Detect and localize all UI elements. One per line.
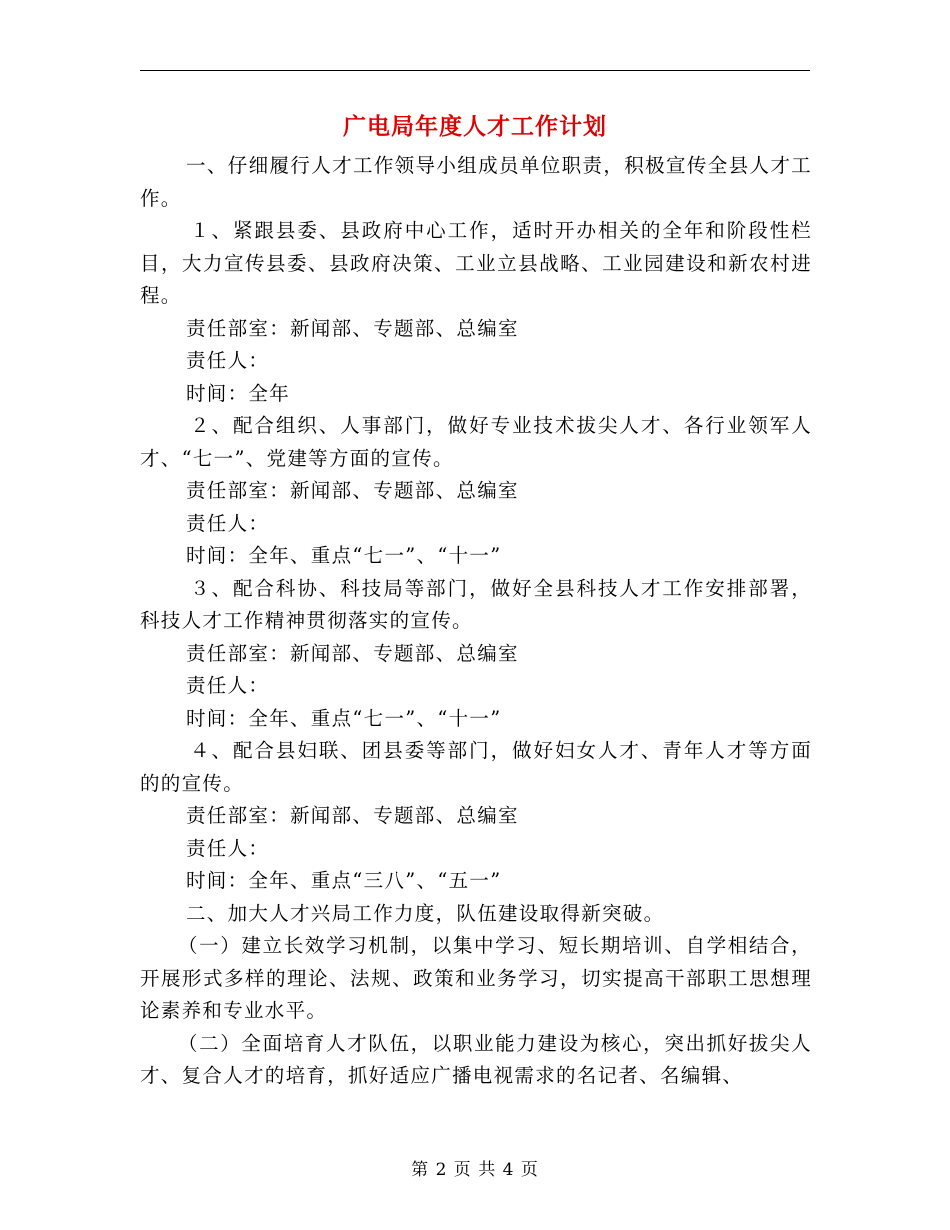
header-rule	[140, 70, 810, 71]
page-footer: 第 2 页 共 4 页	[411, 1160, 539, 1180]
document-title: 广电局年度人才工作计划	[343, 114, 607, 140]
paragraph: 责任人：	[186, 836, 270, 860]
paragraph: 责任部室：新闻部、专题部、总编室	[186, 316, 519, 340]
paragraph: 时间：全年、重点“三八”、“五一”	[186, 869, 502, 892]
paragraph: ２、配合组织、人事部门，做好专业技术拔尖人才、各行业领军人才、“七一”、党建等方面的宣传。	[140, 414, 812, 470]
paragraph: 责任人：	[186, 349, 270, 372]
paragraph: ４、配合县妇联、团县委等部门，做好妇女人才、青年人才等方面的的宣传。	[140, 739, 812, 795]
paragraph: 时间：全年、重点“七一”、“十一”	[186, 544, 502, 567]
paragraph: 责任部室：新闻部、专题部、总编室	[186, 479, 519, 502]
paragraph: 时间：全年	[186, 381, 291, 405]
paragraph: 责任人：	[186, 674, 270, 697]
paragraph: １、紧跟县委、县政府中心工作，适时开办相关的全年和阶段性栏目，大力宣传县委、县政府决策、工业立县战略、工业园建设和新农村进程。	[140, 219, 812, 307]
paragraph: ３、配合科协、科技局等部门，做好全县科技人才工作安排部署，科技人才工作精神贯彻落实的宣传。	[140, 576, 812, 632]
paragraph: 责任部室：新闻部、专题部、总编室	[186, 804, 519, 827]
paragraph: 二、加大人才兴局工作力度，队伍建设取得新突破。	[186, 901, 665, 925]
paragraph: 责任部室：新闻部、专题部、总编室	[186, 641, 519, 665]
paragraph: （一）建立长效学习机制，以集中学习、短长期培训、自学相结合，开展形式多样的理论、法规、政策和业务学习，切实提高干部职工思想理论素养和专业水平。	[140, 934, 812, 1022]
paragraph: 一、仔细履行人才工作领导小组成员单位职责，积极宣传全县人才工作。	[140, 154, 812, 210]
document-body	[140, 150, 812, 1093]
paragraph: 时间：全年、重点“七一”、“十一”	[186, 706, 502, 730]
paragraph: （二）全面培育人才队伍，以职业能力建设为核心，突出抓好拔尖人才、复合人才的培育，抓好适应广播电视需求的名记者、名编辑、	[140, 1031, 812, 1087]
paragraph: 责任人：	[186, 511, 270, 535]
